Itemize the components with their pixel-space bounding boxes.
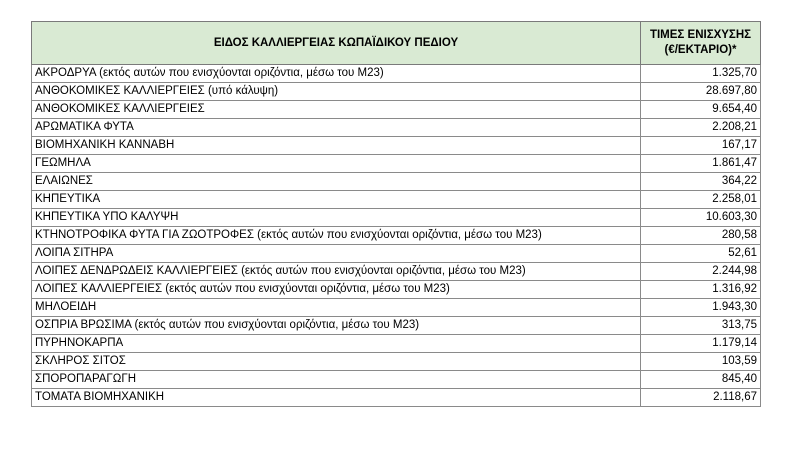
subsidy-value-cell: 845,40 — [641, 371, 761, 389]
crop-name-cell: ΛΟΙΠΑ ΣΙΤΗΡΑ — [32, 245, 641, 263]
subsidy-value-cell: 167,17 — [641, 137, 761, 155]
subsidy-table — [31, 21, 761, 407]
table-header-row — [32, 22, 761, 65]
subsidy-value-cell: 2.258,01 — [641, 191, 761, 209]
table-row — [32, 65, 761, 83]
crop-name-cell: ΜΗΛΟΕΙΔΗ — [32, 299, 641, 317]
crop-name-cell: ΚΗΠΕΥΤΙΚΑ — [32, 191, 641, 209]
subsidy-value-cell: 2.118,67 — [641, 389, 761, 407]
subsidy-value-cell: 2.208,21 — [641, 119, 761, 137]
table-row — [32, 317, 761, 335]
header-subsidy-line1: ΤΙΜΕΣ ΕΝΙΣΧΥΣΗΣ — [649, 29, 752, 41]
subsidy-value-cell: 280,58 — [641, 227, 761, 245]
subsidy-value-cell: 1.861,47 — [641, 155, 761, 173]
subsidy-value-cell: 2.244,98 — [641, 263, 761, 281]
crop-name-cell: ΛΟΙΠΕΣ ΔΕΝΔΡΩΔΕΙΣ ΚΑΛΛΙΕΡΓΕΙΕΣ (εκτός αυτών που ενισχύονται οριζόντια, μέσω του Μ23) — [32, 263, 641, 281]
table-row — [32, 281, 761, 299]
crop-name-cell: ΒΙΟΜΗΧΑΝΙΚΗ ΚΑΝΝΑΒΗ — [32, 137, 641, 155]
header-subsidy-value — [641, 22, 761, 65]
crop-name-cell: ΑΡΩΜΑΤΙΚΑ ΦΥΤΑ — [32, 119, 641, 137]
crop-name-cell: ΑΚΡΟΔΡΥΑ (εκτός αυτών που ενισχύονται οριζόντια, μέσω του Μ23) — [32, 65, 641, 83]
table-row — [32, 101, 761, 119]
crop-name-cell: ΟΣΠΡΙΑ ΒΡΩΣΙΜΑ (εκτός αυτών που ενισχύονται οριζόντια, μέσω του Μ23) — [32, 317, 641, 335]
table-row — [32, 83, 761, 101]
crop-name-cell: ΚΗΠΕΥΤΙΚΑ ΥΠΟ ΚΑΛΥΨΗ — [32, 209, 641, 227]
table-body — [32, 65, 761, 407]
crop-name-cell: ΤΟΜΑΤΑ ΒΙΟΜΗΧΑΝΙΚΗ — [32, 389, 641, 407]
crop-name-cell: ΚΤΗΝΟΤΡΟΦΙΚΑ ΦΥΤΑ ΓΙΑ ΖΩΟΤΡΟΦΕΣ (εκτός αυτών που ενισχύονται οριζόντια, μέσω του Μ23) — [32, 227, 641, 245]
subsidy-value-cell: 1.179,14 — [641, 335, 761, 353]
crop-name-cell: ΑΝΘΟΚΟΜΙΚΕΣ ΚΑΛΛΙΕΡΓΕΙΕΣ — [32, 101, 641, 119]
subsidy-value-cell: 52,61 — [641, 245, 761, 263]
crop-name-cell: ΣΚΛΗΡΟΣ ΣΙΤΟΣ — [32, 353, 641, 371]
table-row — [32, 227, 761, 245]
subsidy-table-container — [31, 21, 760, 407]
table-row — [32, 335, 761, 353]
table-row — [32, 245, 761, 263]
header-subsidy-line2: (€/ΕΚΤΑΡΙΟ)* — [664, 44, 737, 56]
subsidy-value-cell: 1.325,70 — [641, 65, 761, 83]
table-row — [32, 371, 761, 389]
crop-name-cell: ΣΠΟΡΟΠΑΡΑΓΩΓΗ — [32, 371, 641, 389]
table-row — [32, 155, 761, 173]
subsidy-value-cell: 9.654,40 — [641, 101, 761, 119]
table-row — [32, 209, 761, 227]
table-row — [32, 191, 761, 209]
table-row — [32, 173, 761, 191]
crop-name-cell: ΓΕΩΜΗΛΑ — [32, 155, 641, 173]
subsidy-value-cell: 364,22 — [641, 173, 761, 191]
crop-name-cell: ΛΟΙΠΕΣ ΚΑΛΛΙΕΡΓΕΙΕΣ (εκτός αυτών που ενισχύονται οριζόντια, μέσω του Μ23) — [32, 281, 641, 299]
table-row — [32, 263, 761, 281]
subsidy-value-cell: 313,75 — [641, 317, 761, 335]
header-crop-type: ΕΙΔΟΣ ΚΑΛΛΙΕΡΓΕΙΑΣ ΚΩΠΑΪΔΙΚΟΥ ΠΕΔΙΟΥ — [32, 22, 641, 65]
crop-name-cell: ΑΝΘΟΚΟΜΙΚΕΣ ΚΑΛΛΙΕΡΓΕΙΕΣ (υπό κάλυψη) — [32, 83, 641, 101]
table-row — [32, 119, 761, 137]
table-row — [32, 299, 761, 317]
table-row — [32, 389, 761, 407]
subsidy-value-cell: 1.316,92 — [641, 281, 761, 299]
crop-name-cell: ΕΛΑΙΩΝΕΣ — [32, 173, 641, 191]
crop-name-cell: ΠΥΡΗΝΟΚΑΡΠΑ — [32, 335, 641, 353]
subsidy-value-cell: 10.603,30 — [641, 209, 761, 227]
table-row — [32, 353, 761, 371]
table-row — [32, 137, 761, 155]
subsidy-value-cell: 28.697,80 — [641, 83, 761, 101]
subsidy-value-cell: 1.943,30 — [641, 299, 761, 317]
subsidy-value-cell: 103,59 — [641, 353, 761, 371]
